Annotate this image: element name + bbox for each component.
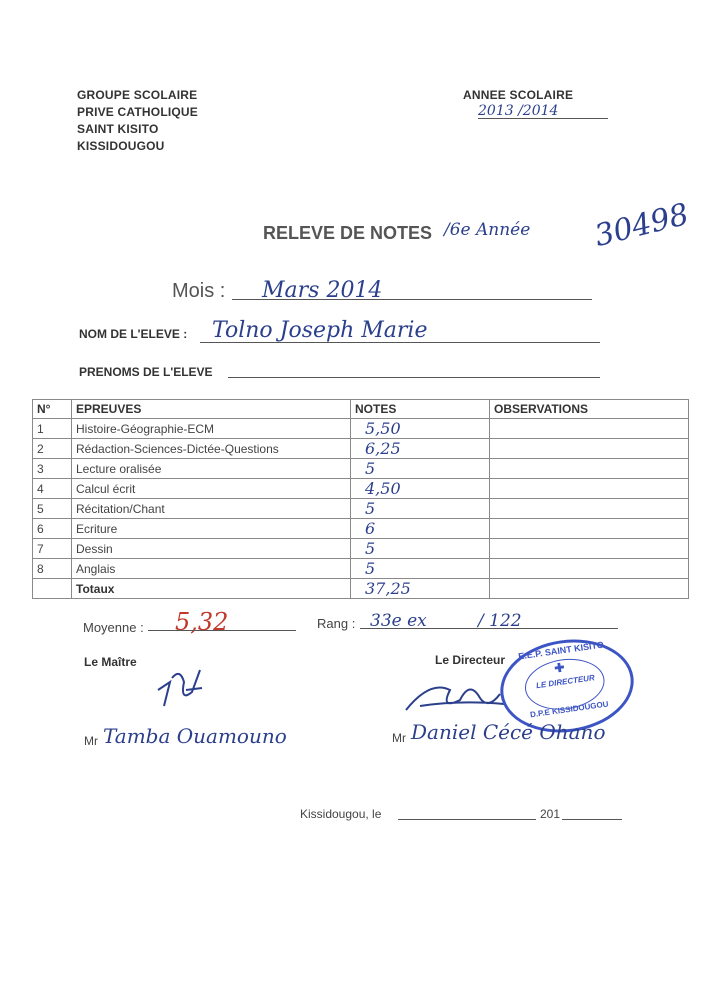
row-subject: Rédaction-Sciences-Dictée-Questions [72, 439, 351, 459]
school-line-2: PRIVE CATHOLIQUE [77, 105, 198, 119]
firstname-label: PRENOMS DE L'ELEVE [79, 365, 213, 379]
row-observation [490, 559, 689, 579]
table-header-row [33, 400, 689, 419]
firstname-underline [228, 377, 600, 378]
director-name: Daniel Cécé Ohano [411, 720, 606, 744]
school-year-underline [478, 118, 608, 119]
row-no: 3 [33, 459, 72, 479]
table-row [33, 419, 689, 439]
rank-total: / 122 [478, 611, 522, 631]
rank-label: Rang : [317, 616, 356, 631]
director-prefix: Mr [392, 731, 406, 745]
month-value: Mars 2014 [262, 278, 383, 303]
row-subject: Ecriture [72, 519, 351, 539]
school-line-4: KISSIDOUGOU [77, 139, 165, 153]
row-subject: Dessin [72, 539, 351, 559]
footer-year-line [562, 819, 622, 820]
table-row [33, 519, 689, 539]
row-observation [490, 419, 689, 439]
rank-underline [360, 628, 618, 629]
total-value: 37,25 [351, 579, 490, 599]
school-name-block [77, 87, 198, 155]
stamp-top-text: E.E.P. SAINT KISITO [517, 639, 605, 662]
class-handwritten: /6e Année [444, 220, 531, 240]
table-row [33, 479, 689, 499]
footer-place: Kissidougou, le [300, 807, 382, 821]
school-line-3: SAINT KISITO [77, 122, 159, 136]
row-no: 1 [33, 419, 72, 439]
row-no: 7 [33, 539, 72, 559]
table-row [33, 559, 689, 579]
school-line-1: GROUPE SCOLAIRE [77, 88, 198, 102]
average-value: 5,32 [175, 608, 229, 636]
row-subject: Anglais [72, 559, 351, 579]
row-no: 6 [33, 519, 72, 539]
row-observation [490, 519, 689, 539]
row-note: 5,50 [351, 419, 490, 439]
row-subject: Calcul écrit [72, 479, 351, 499]
document-number: 30498 [591, 196, 693, 255]
footer-date-line [398, 819, 536, 820]
school-year-value: 2013 /2014 [478, 103, 559, 119]
row-subject: Récitation/Chant [72, 499, 351, 519]
table-row [33, 499, 689, 519]
row-note: 6 [351, 519, 490, 539]
col-header-observations: OBSERVATIONS [490, 400, 689, 419]
table-row [33, 539, 689, 559]
row-note: 5 [351, 559, 490, 579]
name-value: Tolno Joseph Marie [212, 318, 428, 343]
footer-year-suffix: 201 [540, 807, 561, 821]
average-underline [148, 630, 296, 631]
row-observation [490, 499, 689, 519]
row-observation [490, 539, 689, 559]
director-label: Le Directeur [435, 653, 506, 667]
col-header-no: N° [33, 400, 72, 419]
stamp-bottom-text: D.P.E KISSIDOUGOU [529, 699, 610, 720]
row-no: 8 [33, 559, 72, 579]
table-row [33, 459, 689, 479]
rank-value: 33e ex [370, 611, 427, 631]
row-observation [490, 459, 689, 479]
total-label: Totaux [72, 579, 351, 599]
page-title: RELEVE DE NOTES [263, 223, 433, 243]
row-subject: Lecture oralisée [72, 459, 351, 479]
col-header-subject: EPREUVES [72, 400, 351, 419]
row-observation [490, 439, 689, 459]
row-note: 5 [351, 459, 490, 479]
row-no: 4 [33, 479, 72, 499]
average-label: Moyenne : [83, 620, 144, 635]
row-subject: Histoire-Géographie-ECM [72, 419, 351, 439]
teacher-signature [150, 662, 210, 712]
grades-table [32, 399, 689, 599]
row-note: 6,25 [351, 439, 490, 459]
row-observation [490, 479, 689, 499]
name-underline [200, 342, 600, 343]
name-label: NOM DE L'ELEVE : [79, 327, 188, 341]
col-header-notes: NOTES [351, 400, 490, 419]
table-total-row [33, 579, 689, 599]
stamp-mid-text: LE DIRECTEUR [535, 673, 596, 691]
month-label: Mois : [172, 280, 226, 302]
month-underline [232, 299, 592, 300]
teacher-name: Tamba Ouamouno [103, 724, 287, 748]
row-note: 5 [351, 539, 490, 559]
row-no: 5 [33, 499, 72, 519]
row-note: 4,50 [351, 479, 490, 499]
director-signature [400, 670, 510, 720]
teacher-label: Le Maître [84, 655, 137, 669]
stamp-cross-icon: ✚ [553, 660, 566, 676]
table-row [33, 439, 689, 459]
school-year-label: ANNEE SCOLAIRE [463, 88, 574, 102]
teacher-prefix: Mr [84, 734, 98, 748]
row-note: 5 [351, 499, 490, 519]
row-no: 2 [33, 439, 72, 459]
